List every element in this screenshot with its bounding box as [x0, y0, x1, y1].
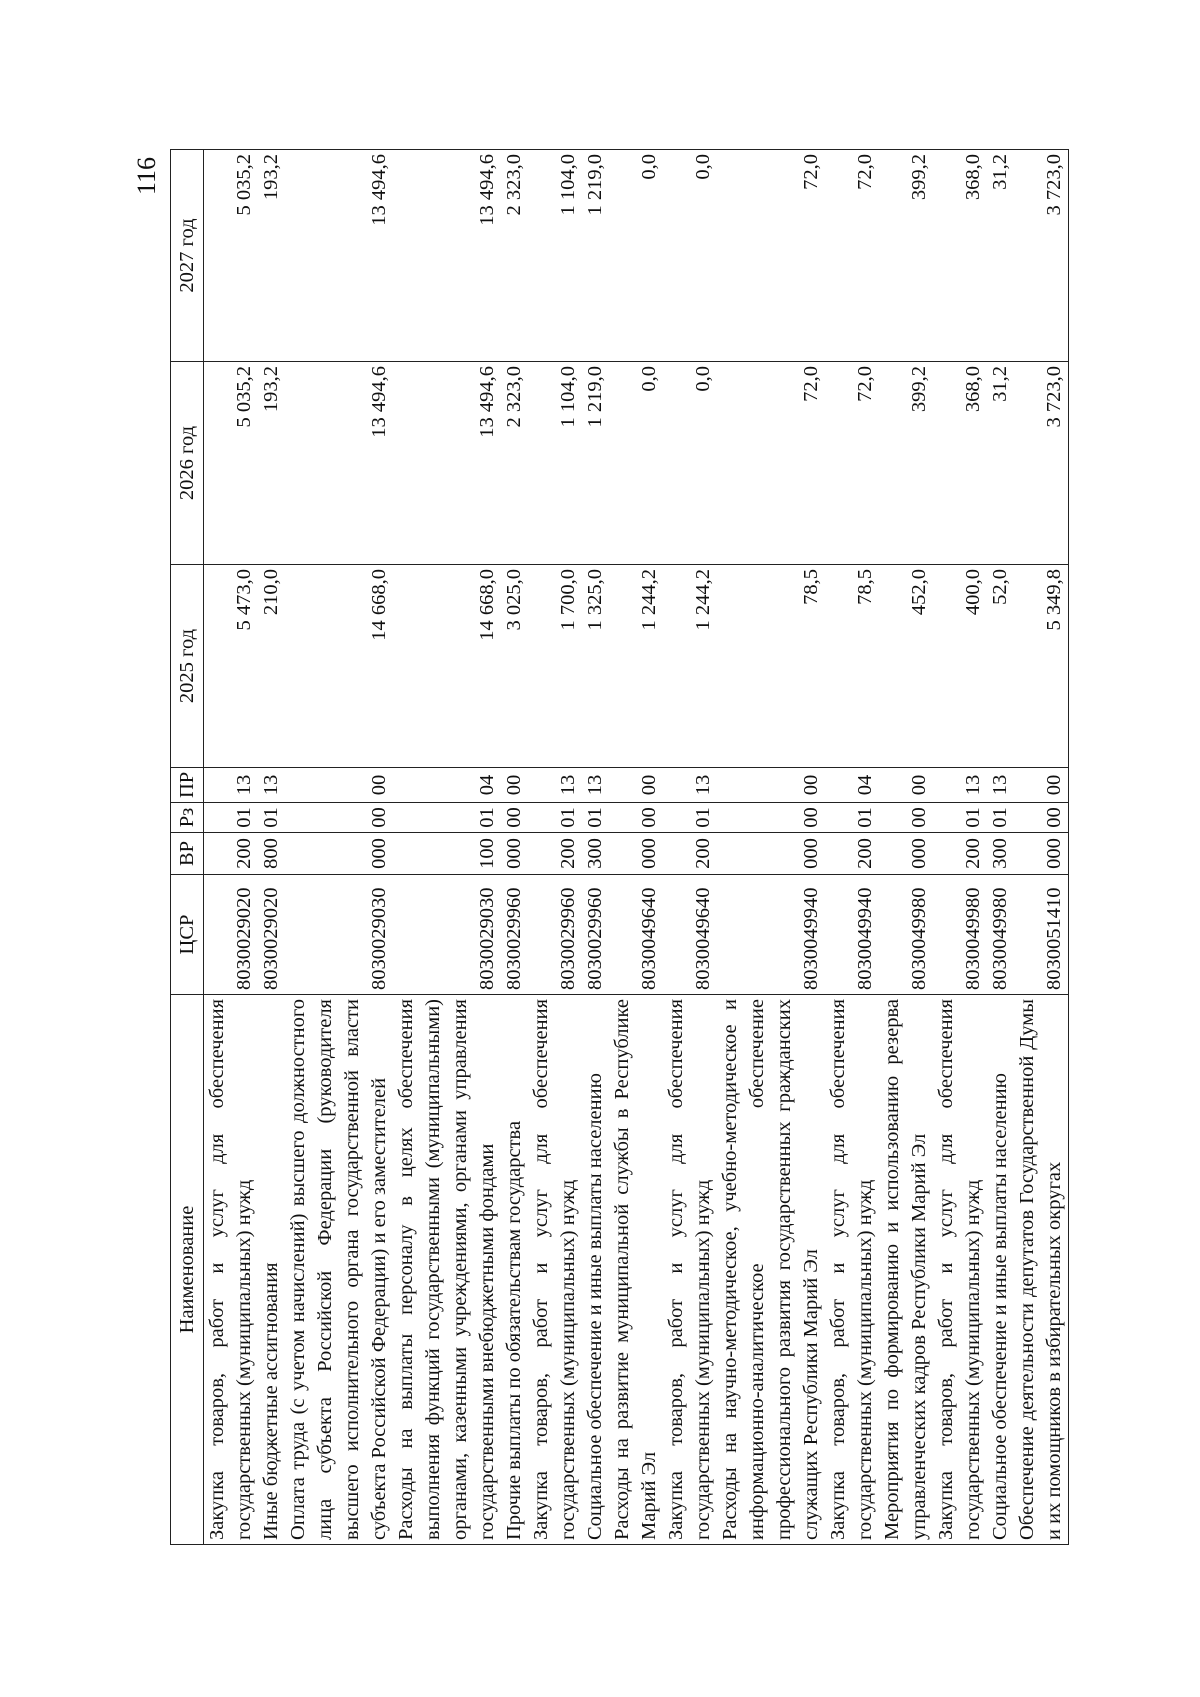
row-pr: 04 — [825, 768, 879, 803]
row-csr: 8030049980 — [987, 875, 1014, 995]
row-pr: 13 — [582, 768, 609, 803]
table-row — [582, 150, 609, 1545]
row-csr: 8030029960 — [501, 875, 528, 995]
row-vr: 200 — [933, 833, 987, 875]
row-csr: 8030051410 — [1014, 875, 1069, 995]
table-row — [933, 150, 987, 1545]
row-vr: 000 — [285, 833, 393, 875]
row-value-2026: 31,2 — [987, 362, 1014, 565]
row-pr: 13 — [258, 768, 285, 803]
row-vr: 000 — [879, 833, 933, 875]
row-csr: 8030029030 — [285, 875, 393, 995]
row-pr: 04 — [393, 768, 501, 803]
row-value-2027: 368,0 — [933, 150, 987, 362]
row-name: Расходы на выплаты персоналу в целях обеспечения выполнения функций государственными (муниципальными) органами, казенными учреждениями, органами управления государственными внебюджетными фондами — [393, 995, 501, 1545]
header-2026: 2026 год — [171, 362, 204, 565]
table-row — [663, 150, 717, 1545]
row-name: Закупка товаров, работ и услуг для обеспечения государственных (муниципальных) нужд — [204, 995, 259, 1545]
row-value-2026: 72,0 — [717, 362, 825, 565]
header-name: Наименование — [171, 995, 204, 1545]
row-vr: 100 — [393, 833, 501, 875]
row-value-2026: 72,0 — [825, 362, 879, 565]
row-csr: 8030029960 — [528, 875, 582, 995]
header-csr: ЦСР — [171, 875, 204, 995]
row-csr: 8030049940 — [825, 875, 879, 995]
row-value-2027: 13 494,6 — [285, 150, 393, 362]
row-value-2026: 13 494,6 — [393, 362, 501, 565]
page-number: 116 — [132, 156, 161, 196]
row-rz: 01 — [825, 803, 879, 833]
row-value-2025: 1 244,2 — [609, 565, 663, 768]
row-value-2027: 0,0 — [609, 150, 663, 362]
row-rz: 01 — [528, 803, 582, 833]
row-vr: 200 — [528, 833, 582, 875]
row-vr: 200 — [204, 833, 259, 875]
row-name: Обеспечение деятельности депутатов Государственной Думы и их помощников в избирательных округах — [1014, 995, 1069, 1545]
header-rz: Рз — [171, 803, 204, 833]
row-rz: 00 — [1014, 803, 1069, 833]
row-value-2027: 1 104,0 — [528, 150, 582, 362]
row-rz: 00 — [717, 803, 825, 833]
row-pr: 00 — [285, 768, 393, 803]
row-pr: 00 — [501, 768, 528, 803]
table-row — [285, 150, 393, 1545]
row-value-2027: 0,0 — [663, 150, 717, 362]
row-value-2027: 399,2 — [879, 150, 933, 362]
row-value-2026: 1 104,0 — [528, 362, 582, 565]
row-csr: 8030049640 — [663, 875, 717, 995]
row-rz: 01 — [933, 803, 987, 833]
table-row — [879, 150, 933, 1545]
row-value-2027: 31,2 — [987, 150, 1014, 362]
row-value-2025: 52,0 — [987, 565, 1014, 768]
row-pr: 00 — [879, 768, 933, 803]
row-name: Социальное обеспечение и иные выплаты населению — [582, 995, 609, 1545]
row-value-2025: 5 349,8 — [1014, 565, 1069, 768]
header-2027: 2027 год — [171, 150, 204, 362]
row-value-2026: 193,2 — [258, 362, 285, 565]
row-value-2026: 0,0 — [663, 362, 717, 565]
row-pr: 00 — [1014, 768, 1069, 803]
table-row — [609, 150, 663, 1545]
row-value-2027: 2 323,0 — [501, 150, 528, 362]
row-vr: 000 — [501, 833, 528, 875]
row-name: Закупка товаров, работ и услуг для обеспечения государственных (муниципальных) нужд — [825, 995, 879, 1545]
row-csr: 8030049940 — [717, 875, 825, 995]
row-value-2025: 1 700,0 — [528, 565, 582, 768]
row-vr: 000 — [609, 833, 663, 875]
row-value-2026: 1 219,0 — [582, 362, 609, 565]
row-name: Иные бюджетные ассигнования — [258, 995, 285, 1545]
row-name: Мероприятия по формированию и использованию резерва управленческих кадров Республики Марий Эл — [879, 995, 933, 1545]
table-row — [717, 150, 825, 1545]
table-header-row — [171, 150, 204, 1545]
row-value-2027: 5 035,2 — [204, 150, 259, 362]
table-row — [528, 150, 582, 1545]
row-csr: 8030029960 — [582, 875, 609, 995]
table-row — [501, 150, 528, 1545]
row-pr: 13 — [204, 768, 259, 803]
row-rz: 00 — [879, 803, 933, 833]
row-name: Прочие выплаты по обязательствам государства — [501, 995, 528, 1545]
table-row — [258, 150, 285, 1545]
row-name: Социальное обеспечение и иные выплаты населению — [987, 995, 1014, 1545]
row-vr: 000 — [717, 833, 825, 875]
row-vr: 200 — [663, 833, 717, 875]
row-value-2027: 1 219,0 — [582, 150, 609, 362]
row-value-2026: 399,2 — [879, 362, 933, 565]
header-pr: ПР — [171, 768, 204, 803]
row-csr: 8030029020 — [258, 875, 285, 995]
row-value-2026: 13 494,6 — [285, 362, 393, 565]
row-value-2025: 14 668,0 — [285, 565, 393, 768]
row-pr: 00 — [717, 768, 825, 803]
row-value-2026: 5 035,2 — [204, 362, 259, 565]
header-2025: 2025 год — [171, 565, 204, 768]
row-pr: 13 — [933, 768, 987, 803]
row-rz: 00 — [285, 803, 393, 833]
row-rz: 01 — [204, 803, 259, 833]
table-row — [393, 150, 501, 1545]
row-value-2025: 210,0 — [258, 565, 285, 768]
row-pr: 13 — [663, 768, 717, 803]
row-pr: 13 — [528, 768, 582, 803]
row-name: Расходы на научно-методическое, учебно-методическое и информационно-аналитическое обеспечение профессионального развития государственных гражданских служащих Республики Марий Эл — [717, 995, 825, 1545]
row-vr: 800 — [258, 833, 285, 875]
row-value-2026: 0,0 — [609, 362, 663, 565]
row-rz: 01 — [987, 803, 1014, 833]
row-rz: 01 — [393, 803, 501, 833]
row-value-2025: 400,0 — [933, 565, 987, 768]
row-value-2027: 72,0 — [717, 150, 825, 362]
row-vr: 300 — [987, 833, 1014, 875]
row-rz: 00 — [501, 803, 528, 833]
row-csr: 8030049640 — [609, 875, 663, 995]
row-csr: 8030049980 — [879, 875, 933, 995]
row-vr: 000 — [1014, 833, 1069, 875]
row-rz: 00 — [609, 803, 663, 833]
row-value-2025: 5 473,0 — [204, 565, 259, 768]
row-rz: 01 — [258, 803, 285, 833]
row-value-2026: 368,0 — [933, 362, 987, 565]
row-value-2025: 14 668,0 — [393, 565, 501, 768]
row-value-2026: 2 323,0 — [501, 362, 528, 565]
row-name: Оплата труда (с учетом начислений) высшего должностного лица субъекта Российской Федерации (руководителя высшего исполнительного органа государственной власти субъекта Российской Федерации) и его заместителей — [285, 995, 393, 1545]
row-value-2025: 1 244,2 — [663, 565, 717, 768]
row-value-2027: 3 723,0 — [1014, 150, 1069, 362]
row-csr: 8030049980 — [933, 875, 987, 995]
row-value-2025: 78,5 — [717, 565, 825, 768]
row-name: Закупка товаров, работ и услуг для обеспечения государственных (муниципальных) нужд — [528, 995, 582, 1545]
row-name: Закупка товаров, работ и услуг для обеспечения государственных (муниципальных) нужд — [933, 995, 987, 1545]
table-row — [825, 150, 879, 1545]
row-name: Расходы на развитие муниципальной службы в Республике Марий Эл — [609, 995, 663, 1545]
row-vr: 200 — [825, 833, 879, 875]
table-row — [1014, 150, 1069, 1545]
budget-table — [170, 149, 1069, 1545]
row-pr: 13 — [987, 768, 1014, 803]
row-value-2025: 452,0 — [879, 565, 933, 768]
row-value-2026: 3 723,0 — [1014, 362, 1069, 565]
rotated-table-container — [170, 150, 1065, 1545]
row-value-2027: 72,0 — [825, 150, 879, 362]
header-vr: ВР — [171, 833, 204, 875]
row-rz: 01 — [663, 803, 717, 833]
table-row — [204, 150, 259, 1545]
row-name: Закупка товаров, работ и услуг для обеспечения государственных (муниципальных) нужд — [663, 995, 717, 1545]
row-csr: 8030029020 — [204, 875, 259, 995]
row-pr: 00 — [609, 768, 663, 803]
row-rz: 01 — [582, 803, 609, 833]
row-csr: 8030029030 — [393, 875, 501, 995]
row-vr: 300 — [582, 833, 609, 875]
table-body — [204, 150, 1069, 1545]
row-value-2027: 13 494,6 — [393, 150, 501, 362]
table-row — [987, 150, 1014, 1545]
row-value-2025: 1 325,0 — [582, 565, 609, 768]
row-value-2025: 3 025,0 — [501, 565, 528, 768]
row-value-2027: 193,2 — [258, 150, 285, 362]
row-value-2025: 78,5 — [825, 565, 879, 768]
